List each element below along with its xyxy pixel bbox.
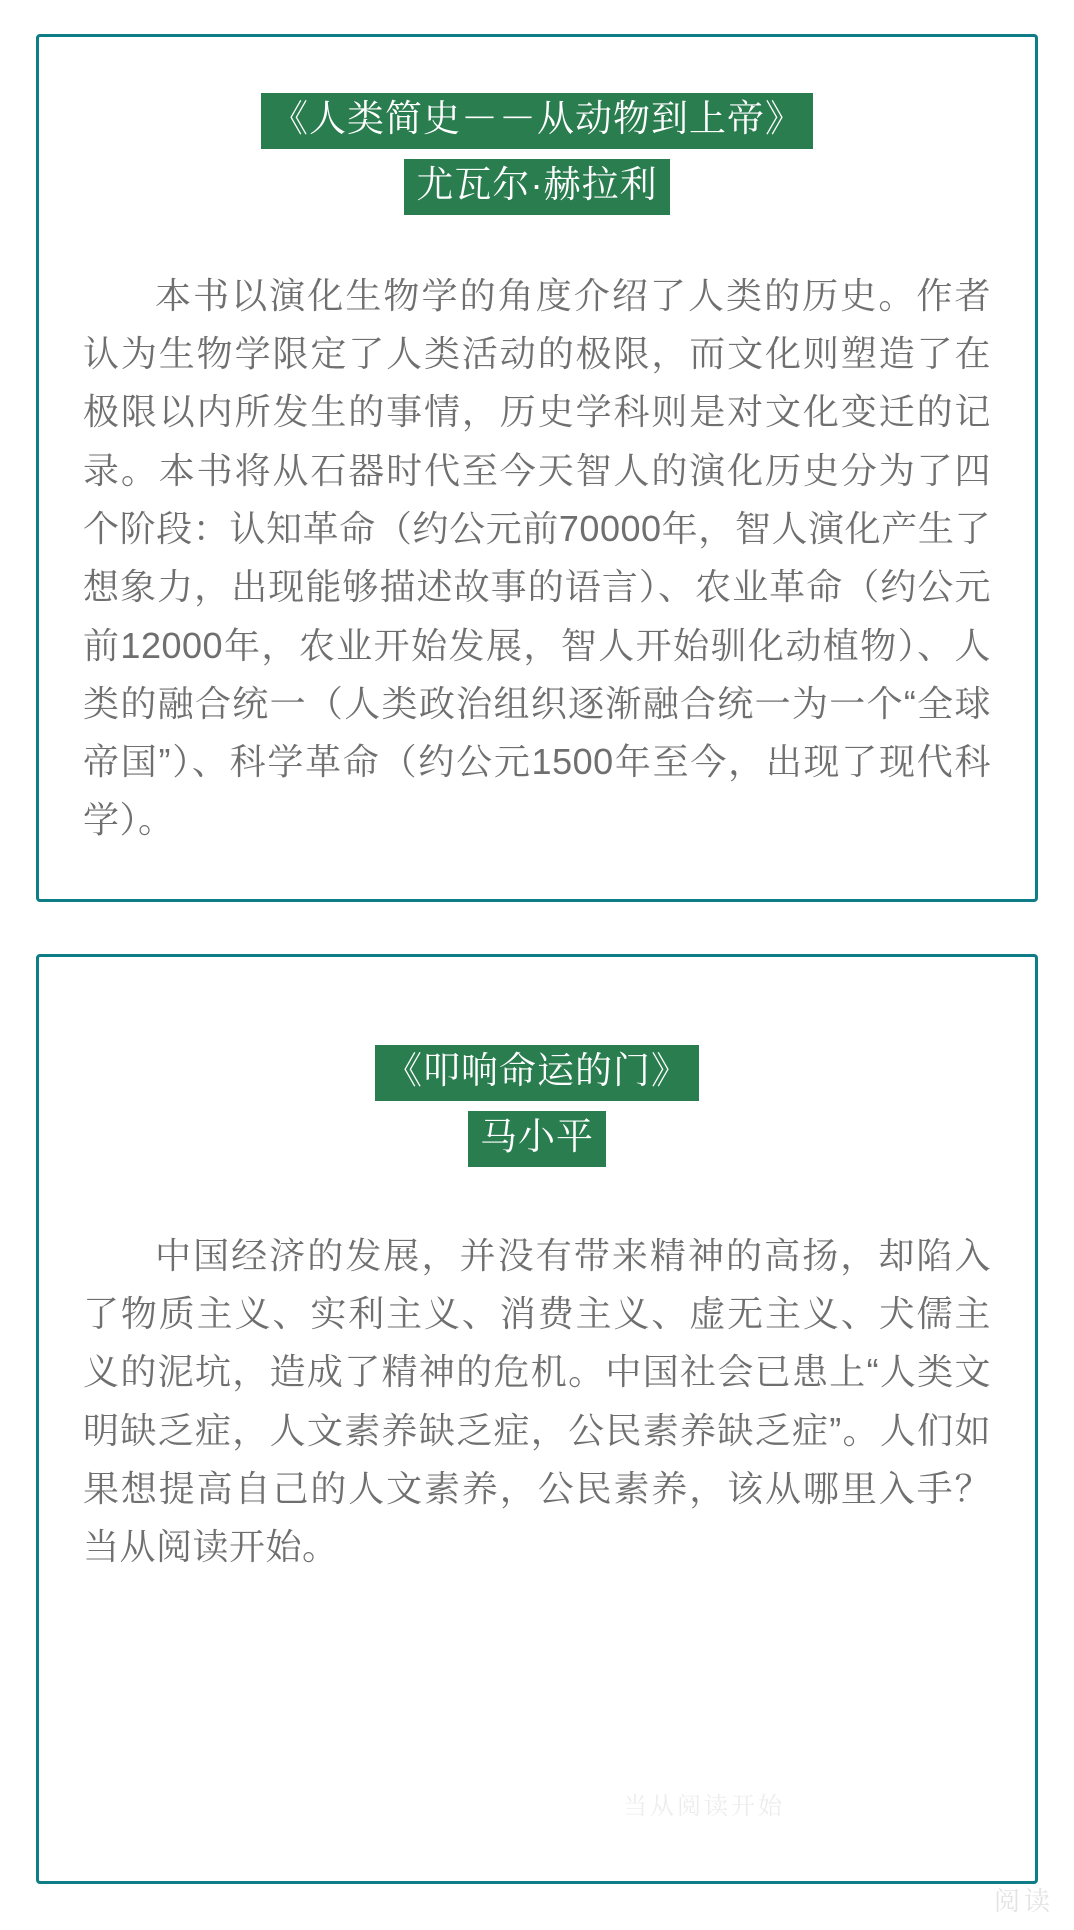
book-title-block-1 — [83, 93, 991, 215]
book-author-wrap-2 — [83, 1101, 991, 1167]
book-author-wrap-1 — [83, 149, 991, 215]
book-card-2 — [36, 954, 1038, 1884]
book-summary-2: 中国经济的发展，并没有带来精神的高扬，却陷入了物质主义、实利主义、消费主义、虚无主义、犬儒主义的泥坑，造成了精神的危机。中国社会已患上“人类文明缺乏症，人文素养缺乏症，公民素养缺乏症”。人们如果想提高自己的人文素养，公民素养，该从哪里入手？当从阅读开始。 — [83, 1234, 991, 1568]
book-author-1: 尤瓦尔·赫拉利 — [404, 159, 669, 215]
book-card-1 — [36, 34, 1038, 902]
book-summary-1: 本书以演化生物学的角度介绍了人类的历史。作者认为生物学限定了人类活动的极限，而文化则塑造了在极限以内所发生的事情，历史学科则是对文化变迁的记录。本书将从石器时代至今天智人的演化历史分为了四个阶段：认知革命（约公元前70000年，智人演化产生了想象力，出现能够描述故事的语言）、农业革命（约公元前12000年，农业开始发展，智人开始驯化动植物）、人类的融合统一（人类政治组织逐渐融合统一为一个“全球帝国”）、科学革命（约公元1500年至今，出现了现代科学）。 — [83, 274, 991, 841]
watermark-overlay: 当从阅读开始 — [623, 1793, 785, 1820]
watermark-corner: 阅读 — [993, 1886, 1054, 1916]
book-title-block-2 — [83, 1045, 991, 1167]
book-title-2: 《叩响命运的门》 — [375, 1045, 699, 1101]
book-author-2: 马小平 — [468, 1111, 606, 1167]
book-title-1: 《人类简史－－从动物到上帝》 — [261, 93, 813, 149]
